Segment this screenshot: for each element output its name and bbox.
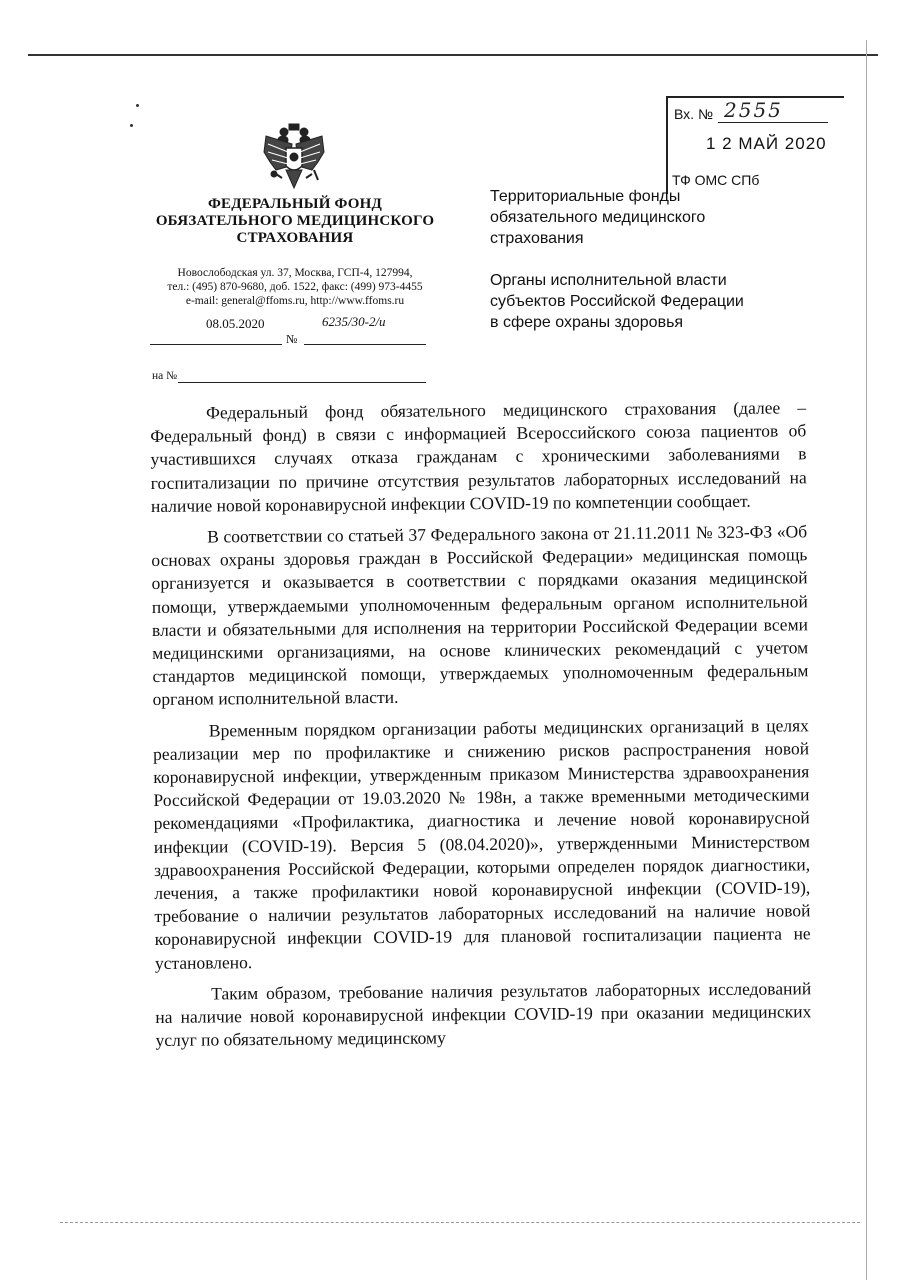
org-name-line: СТРАХОВАНИЯ xyxy=(236,230,354,246)
incoming-stamp xyxy=(666,96,844,194)
scan-edge-bottom xyxy=(60,1222,860,1223)
reference-number-label: на № xyxy=(152,370,178,382)
scan-edge-right xyxy=(866,40,867,1280)
addressee-line: страхования xyxy=(490,230,584,247)
reference-underline xyxy=(178,382,426,383)
letter-body xyxy=(150,396,812,1060)
stamp-organization: ТФ ОМС СПб xyxy=(672,172,760,188)
org-name-line: ФЕДЕРАЛЬНЫЙ ФОНД xyxy=(207,196,383,212)
scan-edge-top xyxy=(28,54,878,56)
organization-address xyxy=(150,266,440,308)
number-underline xyxy=(304,344,426,345)
body-paragraph: В соответствии со статьей 37 Федерального закона от 21.11.2011 № 323-ФЗ «Об основах охраны здоровья граждан в Российской Федерации» медицинская помощь организуется и оказывается в соответствии с порядками оказания медицинской помощи, утверждаемыми уполномоченным федеральным органом исполнительной власти и обязательными для исполнения на территории Российской Федерации всеми медицинскими организациями, на основе клинических рекомендаций с учетом стандартов медицинской помощи, утверждаемых уполномоченным федеральным органом исполнительной власти. xyxy=(151,521,809,710)
scan-speck xyxy=(136,104,139,107)
body-paragraph: Таким образом, требование наличия результатов лабораторных исследований на наличие новой коронавирусной инфекции COVID-19 при оказании медицинских услуг по обязательному медицинскому xyxy=(155,978,812,1051)
address-line: Новослободская ул. 37, Москва, ГСП-4, 127994, xyxy=(177,267,413,279)
address-line: тел.: (495) 870-9680, доб. 1522, факс: (499) 973-4455 xyxy=(167,281,423,293)
document-number: 6235/30-2/и xyxy=(322,314,386,329)
org-name-line: ОБЯЗАТЕЛЬНОГО МЕДИЦИНСКОГО xyxy=(155,213,435,229)
address-line: e-mail: general@ffoms.ru, http://www.ffoms.ru xyxy=(185,295,405,307)
document-date: 08.05.2020 xyxy=(206,316,265,331)
addressee-line: в сфере охраны здоровья xyxy=(490,314,684,331)
addressee-block-authorities xyxy=(490,270,810,333)
scan-speck xyxy=(130,124,133,127)
addressee-line: Органы исполнительной власти xyxy=(490,272,727,289)
addressee xyxy=(490,186,810,354)
number-sign: № xyxy=(286,332,298,346)
date-underline xyxy=(150,344,282,345)
body-paragraph: Временным порядком организации работы медицинских организаций в целях реализации мер по профилактике и снижению рисков распространения новой коронавирусной инфекции, утвержденным приказом Министерства здравоохранения Российской Федерации от 19.03.2020 № 198н, а также временными методическими рекомендациями «Профилактика, диагностика и лечение новой коронавирусной инфекции (COVID-19). Версия 5 (08.04.2020)», утвержденными Министерством здравоохранения Российской Федерации, которыми определен порядок диагностики, лечения, а также профилактики новой коронавирусной инфекции (COVID-19), требование о наличии результатов лабораторных исследований на наличие новой коронавирусной инфекции COVID-19 для плановой госпитализации пациента не установлено. xyxy=(152,714,811,973)
stamp-date: 1 2 МАЙ 2020 xyxy=(706,134,827,153)
addressee-block-funds xyxy=(490,186,810,249)
body-paragraph: Федеральный фонд обязательного медицинского страхования (далее – Федеральный фонд) в связи с информацией Всероссийского союза пациентов об участившихся случаях отказа гражданам с хроническими заболеваниями в госпитализации по причине отсутствия результатов лабораторных исследований на наличие новой коронавирусной инфекции COVID-19 по компетенции сообщает. xyxy=(150,397,807,516)
stamp-underline xyxy=(718,122,828,123)
addressee-line: Территориальные фонды xyxy=(490,188,681,205)
addressee-line: обязательного медицинского xyxy=(490,209,706,226)
organization-name xyxy=(140,196,450,247)
addressee-line: субъектов Российской Федерации xyxy=(490,293,744,310)
coat-of-arms-icon xyxy=(262,122,326,192)
stamp-incoming-label: Вх. № xyxy=(674,106,713,122)
stamp-incoming-number: 2555 xyxy=(724,98,783,122)
